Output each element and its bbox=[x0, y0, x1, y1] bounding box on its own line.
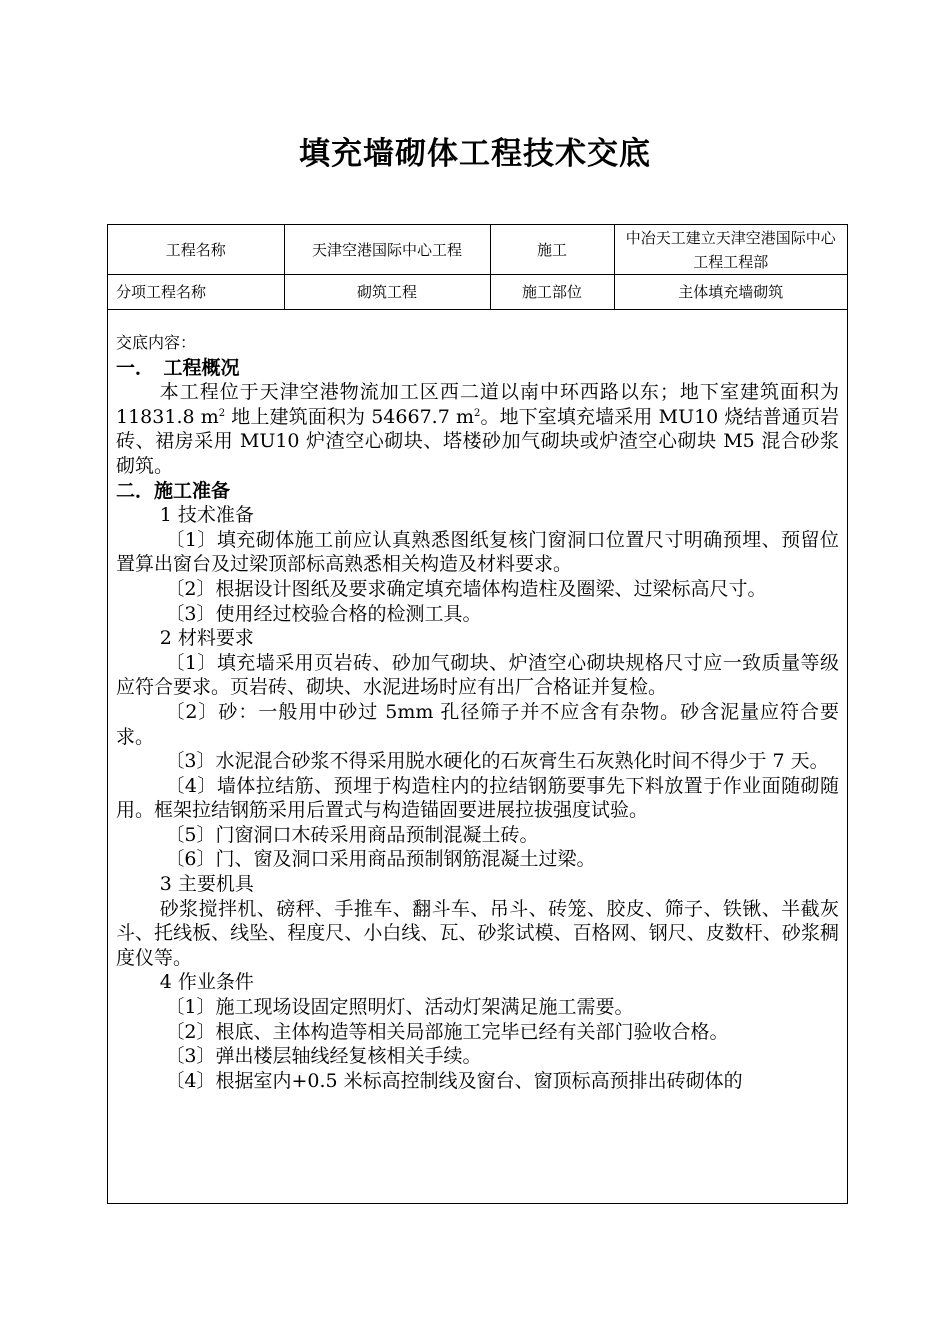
paragraph: 〔1〕填充墙采用页岩砖、砂加气砌块、炉渣空心砌块规格尺寸应一致质量等级应符合要求。页岩砖、砌块、水泥进场时应有出厂合格证并复检。 bbox=[116, 651, 839, 699]
project-name-value: 天津空港国际中心工程 bbox=[284, 225, 490, 275]
superscript: 2 bbox=[473, 407, 481, 419]
paragraph: 〔4〕根据室内+0.5 米标高控制线及窗台、窗顶标高预排出砖砌体的 bbox=[165, 1069, 743, 1092]
overview-text-1: 本工程位于天津空港物流加工区西二道以南中环西路以东；地下室建筑面积为 11831.8 m bbox=[116, 381, 839, 428]
overview-text-2: 地上建筑面积为 54667.7 m bbox=[225, 405, 474, 428]
paragraph: 〔2〕砂：一般用中砂过 5mm 孔径筛子并不应含有杂物。砂含泥量应符合要求。 bbox=[116, 700, 839, 748]
project-name-label: 工程名称 bbox=[108, 225, 284, 275]
paragraph: 〔2〕根据设计图纸及要求确定填充墙体构造柱及圈梁、过梁标高尺寸。 bbox=[165, 577, 767, 600]
paragraph: 〔6〕门、窗及洞口采用商品预制钢筋混凝土过梁。 bbox=[165, 848, 596, 871]
table-row bbox=[108, 275, 847, 310]
paragraph: 〔3〕弹出楼层轴线经复核相关手续。 bbox=[165, 1045, 482, 1068]
subsection-title: 2 材料要求 bbox=[159, 627, 254, 650]
intro-label: 交底内容： bbox=[116, 333, 197, 352]
paragraph: 〔4〕墙体拉结筋、预埋于构造柱内的拉结钢筋要事先下料放置于作业面随砌随用。框架拉结钢筋采用后置式与构造锚固要进展拉拔强度试验。 bbox=[116, 774, 839, 822]
subsection-title: 1 技术准备 bbox=[159, 504, 254, 527]
paragraph: 砂浆搅拌机、磅秤、手推车、翻斗车、吊斗、砖笼、胶皮、筛子、铁锹、半截灰斗、托线板、线坠、程度尺、小白线、瓦、砂浆试模、百格网、钢尺、皮数杆、砂浆稠度仪等。 bbox=[116, 897, 839, 969]
paragraph: 〔1〕施工现场设固定照明灯、活动灯架满足施工需要。 bbox=[165, 996, 634, 1019]
overview-paragraph bbox=[116, 380, 839, 478]
subsection-title: 4 作业条件 bbox=[159, 971, 254, 994]
project-info-table bbox=[108, 225, 847, 310]
overview-text-3: 。地下室填充墙采用 MU10 烧结普通页岩砖、裙房采用 MU10 炉渣空心砌块、塔楼砂加气砌块或炉渣空心砌块 M5 混合砂浆砌筑。 bbox=[116, 405, 839, 477]
section-title: 二．施工准备 bbox=[116, 479, 231, 502]
superscript: 2 bbox=[218, 407, 226, 419]
disclosure-form bbox=[107, 224, 848, 1204]
document-title: 填充墙砌体工程技术交底 bbox=[299, 136, 651, 172]
subitem-label: 分项工程名称 bbox=[108, 275, 284, 310]
paragraph: 〔3〕水泥混合砂浆不得采用脱水硬化的石灰膏生石灰熟化时间不得少于 7 天。 bbox=[165, 750, 829, 773]
section-title: 一． 工程概况 bbox=[116, 356, 240, 379]
construction-label: 施工 bbox=[490, 225, 614, 275]
paragraph: 〔3〕使用经过校验合格的检测工具。 bbox=[165, 602, 482, 625]
paragraph: 〔1〕填充砌体施工前应认真熟悉图纸复核门窗洞口位置尺寸明确预埋、预留位置算出窗台及过梁顶部标高熟悉相关构造及材料要求。 bbox=[116, 528, 839, 576]
subsection-title: 3 主要机具 bbox=[159, 873, 254, 896]
part-label: 施工部位 bbox=[490, 275, 614, 310]
paragraph: 〔5〕门窗洞口木砖采用商品预制混凝土砖。 bbox=[165, 823, 539, 846]
subitem-value: 砌筑工程 bbox=[284, 275, 490, 310]
table-row bbox=[108, 225, 847, 275]
part-value: 主体填充墙砌筑 bbox=[614, 275, 847, 310]
construction-value: 中冶天工建立天津空港国际中心工程工程部 bbox=[614, 225, 847, 275]
disclosure-content bbox=[116, 331, 839, 1093]
paragraph: 〔2〕根底、主体构造等相关局部施工完毕已经有关部门验收合格。 bbox=[165, 1020, 729, 1043]
